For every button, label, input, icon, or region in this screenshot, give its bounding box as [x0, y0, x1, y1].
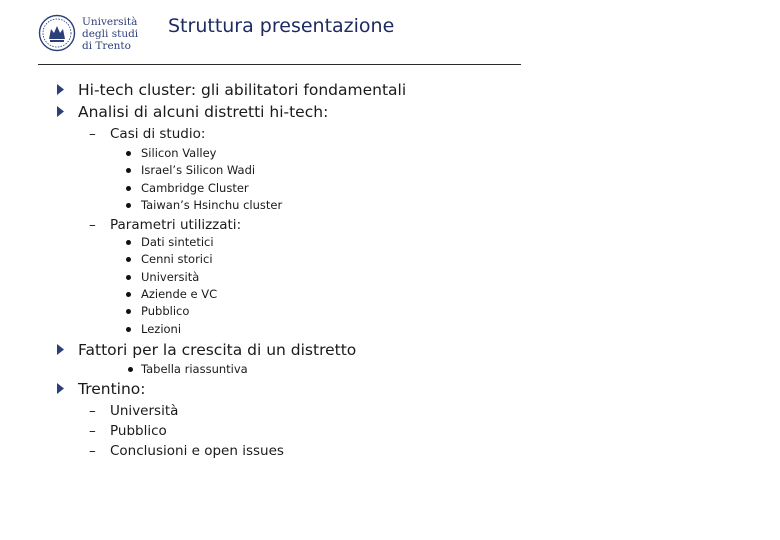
list-item: Università: [141, 270, 200, 284]
dash-bullet: –: [89, 423, 96, 439]
logo-line: Università: [82, 16, 138, 28]
dot-bullet: [126, 327, 131, 332]
logo-line: di Trento: [82, 40, 131, 52]
outline-subitem: Pubblico: [110, 423, 167, 439]
dash-bullet: –: [89, 443, 96, 459]
dash-bullet: –: [89, 126, 96, 142]
outline-item: Hi-tech cluster: gli abilitatori fondamentali: [78, 81, 407, 99]
triangle-bullet-icon: [57, 344, 64, 355]
dot-bullet: [126, 309, 131, 314]
outline-subitem: Parametri utilizzati:: [110, 217, 242, 233]
list-item: Pubblico: [141, 304, 190, 318]
dot-bullet: [126, 275, 131, 280]
dot-bullet: [126, 168, 131, 173]
dash-bullet: –: [89, 403, 96, 419]
list-item: Israel’s Silicon Wadi: [141, 163, 256, 177]
list-item: Aziende e VC: [141, 287, 218, 301]
outline-subitem: Conclusioni e open issues: [110, 443, 284, 459]
outline-subitem: Casi di studio:: [110, 126, 206, 142]
list-item: Taiwan’s Hsinchu cluster: [141, 198, 283, 212]
dot-bullet: [126, 151, 131, 156]
dot-bullet: [126, 292, 131, 297]
triangle-bullet-icon: [57, 84, 64, 95]
outline-item: Trentino:: [78, 380, 146, 398]
dot-bullet: [126, 203, 131, 208]
outline-item: Analisi di alcuni distretti hi-tech:: [78, 103, 329, 121]
dot-bullet: [126, 240, 131, 245]
list-item: Cambridge Cluster: [141, 181, 249, 195]
dash-bullet: –: [89, 217, 96, 233]
outline-item: Fattori per la crescita di un distretto: [78, 341, 357, 359]
logo-line: degli studi: [82, 28, 139, 40]
list-item: Dati sintetici: [141, 235, 214, 249]
logo-text: [82, 16, 138, 52]
list-item: Lezioni: [141, 322, 182, 336]
triangle-bullet-icon: [57, 383, 64, 394]
dot-bullet: [128, 367, 133, 372]
list-item: Cenni storici: [141, 252, 213, 266]
university-seal-icon: [38, 14, 76, 52]
title-divider: [38, 64, 521, 65]
list-item: Silicon Valley: [141, 146, 217, 160]
dot-bullet: [126, 257, 131, 262]
dot-bullet: [126, 186, 131, 191]
triangle-bullet-icon: [57, 106, 64, 117]
slide-title: Struttura presentazione: [168, 15, 395, 37]
outline-subitem: Università: [110, 403, 179, 419]
university-logo: [38, 14, 138, 54]
list-item: Tabella riassuntiva: [141, 362, 248, 376]
